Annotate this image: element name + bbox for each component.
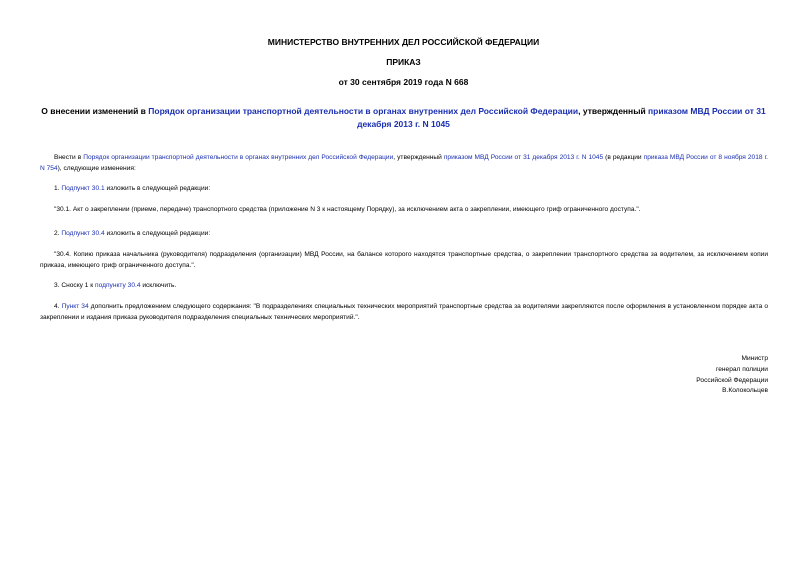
item-2-number: 2. [54, 230, 62, 237]
quote-30-1: "30.1. Акт о закреплении (приеме, передаче) транспортного средства (приложение N 3 к настоящему Порядку), за исключением акта о закреплении, имеющего гриф ограниченного доступа.". [54, 206, 641, 213]
item-3-text-1: 3. Сноску 1 к [54, 282, 96, 289]
intro-link-order-1045[interactable]: приказом МВД России от 31 декабря 2013 г. N 1045 [443, 154, 604, 161]
intro-link-order-754[interactable]: приказа МВД России от 8 ноября 2018 г. N 754 [40, 154, 769, 172]
document-type: ПРИКАЗ [386, 57, 421, 67]
intro-text-1: Внести в [54, 154, 84, 161]
signature-line-minister: Министр [741, 355, 768, 362]
intro-text-4: ), следующие изменения: [57, 164, 136, 172]
ministry-title: МИНИСТЕРСТВО ВНУТРЕННИХ ДЕЛ РОССИЙСКОЙ ФЕДЕРАЦИИ [267, 37, 540, 47]
item-3-text-2: исключить. [140, 282, 177, 289]
item-4 [40, 302, 768, 323]
item-3-link[interactable]: подпункту 30.4 [95, 282, 141, 289]
item-3 [40, 281, 768, 292]
quote-30-4: "30.4. Копию приказа начальника (руководителя) подразделения (организации) МВД России, на балансе которого находятся транспортные средства, о закреплении транспортного средства за водителем, за исключением копии приказа, имеющего гриф ограниченного доступа.". [40, 251, 768, 269]
item-1 [40, 184, 768, 195]
subject-link-procedure[interactable]: Порядок организации транспортной деятельности в органах внутренних дел Российской Федерации [148, 106, 579, 116]
item-2 [40, 229, 768, 240]
signature-block [696, 354, 768, 397]
subject-middle: , утвержденный [578, 106, 649, 116]
item-2-link[interactable]: Подпункт 30.4 [61, 230, 105, 237]
signature-line-name: В.Колокольцев [722, 387, 768, 395]
item-2-text: изложить в следующей редакции: [104, 230, 211, 237]
subject-prefix: О внесении изменений в [41, 106, 149, 116]
signature-line-rank: генерал полиции [715, 365, 768, 373]
document-subject [40, 105, 767, 131]
subject-link-order[interactable]: приказом МВД России от 31 декабря 2013 г. N 1045 [357, 106, 766, 129]
item-4-link[interactable]: Пункт 34 [61, 303, 89, 310]
intro-text-2: , утвержденный [393, 154, 444, 161]
item-4-text: дополнить предложением следующего содержания: "В подразделениях специальных технических мероприятий транспортные средства за водителями закрепляются после оформления в установленном порядке акта о закреплении и издания приказа руководителя подразделения специальных технических мероприятий.". [40, 303, 768, 321]
item-1-number: 1. [54, 185, 62, 192]
document-date-number: от 30 сентября 2019 года N 668 [338, 77, 469, 87]
intro-paragraph [40, 153, 768, 174]
signature-line-country: Российской Федерации [696, 376, 768, 384]
intro-text-3: (в редакции [603, 154, 644, 161]
item-1-link[interactable]: Подпункт 30.1 [61, 185, 105, 192]
item-1-text: изложить в следующей редакции: [104, 185, 211, 192]
intro-link-procedure[interactable]: Порядок организации транспортной деятельности в органах внутренних дел Российской Федерации [83, 154, 394, 161]
item-4-number: 4. [54, 303, 62, 310]
